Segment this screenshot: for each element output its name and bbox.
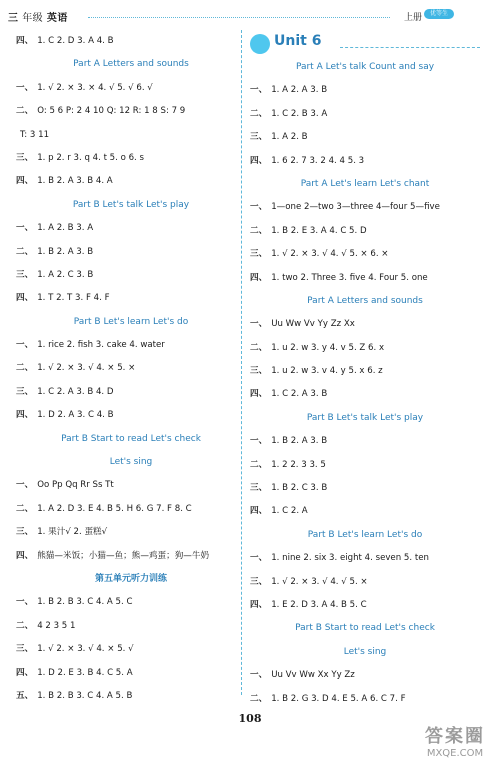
question-number: 四、 xyxy=(16,36,34,46)
answer-line xyxy=(250,500,480,523)
section-heading: Part B Start to read Let's check xyxy=(295,623,435,634)
question-number: 二、 xyxy=(250,459,268,470)
question-number: 一、 xyxy=(16,223,34,234)
question-number: 二、 xyxy=(250,225,268,236)
answer-line xyxy=(250,664,480,687)
answer-text: 1. B 2. A 3. B xyxy=(271,436,328,447)
answer-line xyxy=(16,170,246,193)
question-number: 一、 xyxy=(250,553,268,564)
section-heading: 第五单元听力训练 xyxy=(94,573,167,584)
question-number: 二、 xyxy=(16,503,34,514)
answer-line xyxy=(16,521,246,544)
answer-text: 1. √ 2. × 3. √ 4. × 5. √ xyxy=(37,644,134,655)
answer-line xyxy=(16,217,246,240)
answer-text: 1. B 2. B 3. C 4. A 5. C xyxy=(37,597,133,608)
section-heading: Part B Let's talk Let's play xyxy=(72,199,190,210)
grade-label xyxy=(8,9,68,24)
section-heading: Part A Letters and sounds xyxy=(73,59,189,70)
question-number: 三、 xyxy=(16,152,34,163)
answer-text: 1. C 2. A 3. B 4. D xyxy=(37,386,114,397)
answer-text: 1. B 2. A 3. B xyxy=(37,246,94,257)
question-number: 四、 xyxy=(16,410,34,421)
answer-text: 1. A 2. B xyxy=(271,132,308,143)
answer-text: Oo Pp Qq Rr Ss Tt xyxy=(37,480,114,491)
answer-line xyxy=(16,124,246,147)
question-number: 四、 xyxy=(250,599,268,610)
question-number: 一、 xyxy=(250,319,268,330)
answer-text: 1. A 2. D 3. E 4. B 5. H 6. G 7. F 8. C xyxy=(37,503,192,514)
question-number: 一、 xyxy=(16,480,34,491)
unit-rule xyxy=(340,47,480,48)
question-number: 三、 xyxy=(16,386,34,397)
answer-text: 1—one 2—two 3—three 4—four 5—five xyxy=(271,202,440,213)
answer-text: 1. C 2. B 3. A xyxy=(271,108,328,119)
question-number: 三、 xyxy=(16,269,34,280)
grade-number: 三 xyxy=(8,13,19,24)
answer-line xyxy=(16,474,246,497)
answer-line xyxy=(16,287,246,310)
answer-line xyxy=(250,430,480,453)
question-number: 四、 xyxy=(16,667,34,678)
series-badge: 优等生 xyxy=(424,9,454,19)
section-heading: Let's sing xyxy=(343,646,387,657)
answer-text: 1. p 2. r 3. q 4. t 5. o 6. s xyxy=(37,152,144,163)
question-number: 三、 xyxy=(16,527,34,538)
unit-title: Unit 6 xyxy=(274,33,322,49)
section-heading: Part A Letters and sounds xyxy=(307,295,423,306)
answer-text: 1. 果汁√ 2. 蛋糕√ xyxy=(37,527,108,538)
answer-line xyxy=(16,381,246,404)
question-number: 一、 xyxy=(250,436,268,447)
answer-text: 1. B 2. B 3. C 4. A 5. B xyxy=(37,690,133,701)
answer-line xyxy=(16,100,246,123)
section-heading: Let's sing xyxy=(109,457,153,468)
answer-line xyxy=(16,662,246,685)
question-number: 四、 xyxy=(250,155,268,166)
watermark-bottom: MXQE.COM xyxy=(426,748,484,759)
column-divider xyxy=(241,30,242,695)
answer-line xyxy=(250,126,480,149)
answer-line xyxy=(16,404,246,427)
answer-text: 1. A 2. C 3. B xyxy=(37,269,94,280)
section-heading: Part B Let's talk Let's play xyxy=(306,412,424,423)
answer-text: T: 3 11 xyxy=(20,129,50,140)
question-number: 二、 xyxy=(16,246,34,257)
answer-text: 1. B 2. A 3. B 4. A xyxy=(37,176,113,187)
left-column xyxy=(16,30,246,708)
answer-line xyxy=(250,454,480,477)
question-number: 一、 xyxy=(250,85,268,96)
answer-text: 1. B 2. E 3. A 4. C 5. D xyxy=(271,225,367,236)
page-header xyxy=(0,0,500,28)
question-number: 二、 xyxy=(250,342,268,353)
answer-text: 1. E 2. D 3. A 4. B 5. C xyxy=(271,599,367,610)
answer-text: 1. u 2. w 3. y 4. v 5. Z 6. x xyxy=(271,342,385,353)
question-number: 一、 xyxy=(16,340,34,351)
answer-line xyxy=(250,547,480,570)
subject-label: 英语 xyxy=(46,13,68,24)
question-number: 三、 xyxy=(250,483,268,494)
header-rule xyxy=(88,17,390,18)
answer-text: 1. B 2. C 3. B xyxy=(271,483,328,494)
answer-text: 1. √ 2. × 3. √ 4. √ 5. × 6. × xyxy=(271,249,389,260)
question-number: 五、 xyxy=(16,690,34,701)
question-number: 一、 xyxy=(250,670,268,681)
question-number: 三、 xyxy=(250,132,268,143)
section-heading: Part B Let's learn Let's do xyxy=(307,529,423,540)
answer-line xyxy=(250,220,480,243)
answer-line xyxy=(16,545,246,568)
answer-text: 4 2 3 5 1 xyxy=(37,620,76,631)
answer-line xyxy=(16,357,246,380)
question-number: 二、 xyxy=(250,108,268,119)
answer-line xyxy=(16,638,246,661)
answer-line xyxy=(16,241,246,264)
answer-text: 1. C 2. A xyxy=(271,506,308,517)
answer-line xyxy=(250,103,480,126)
question-number: 二、 xyxy=(250,693,268,704)
answer-text: 1. rice 2. fish 3. cake 4. water xyxy=(37,340,165,351)
section-heading: Part A Let's learn Let's chant xyxy=(300,178,430,189)
question-number: 一、 xyxy=(16,82,34,93)
answer-line xyxy=(250,79,480,102)
answer-text: 1. B 2. G 3. D 4. E 5. A 6. C 7. F xyxy=(271,693,406,704)
answer-line xyxy=(250,337,480,360)
answer-text: 1. A 2. A 3. B xyxy=(271,85,328,96)
question-number: 二、 xyxy=(16,363,34,374)
answer-text: Uu Vv Ww Xx Yy Zz xyxy=(271,670,355,681)
grade-word: 年级 xyxy=(22,13,44,24)
answer-line xyxy=(250,196,480,219)
question-number: 三、 xyxy=(250,366,268,377)
answer-text: 1. T 2. T 3. F 4. F xyxy=(37,293,110,304)
answer-text: 1. 2 2. 3 3. 5 xyxy=(271,459,326,470)
answer-text: 1. C 2. A 3. B xyxy=(271,389,328,400)
answer-line xyxy=(250,688,480,711)
answer-text: 1. 6 2. 7 3. 2 4. 4 5. 3 xyxy=(271,155,365,166)
answer-line xyxy=(16,334,246,357)
section-heading: Part B Start to read Let's check xyxy=(61,433,201,444)
answer-text: 1. √ 2. × 3. × 4. √ 5. √ 6. √ xyxy=(37,82,153,93)
answer-text: Uu Ww Vv Yy Zz Xx xyxy=(271,319,355,330)
answer-line xyxy=(16,591,246,614)
answer-text: 1. C 2. D 3. A 4. B xyxy=(37,36,114,46)
watermark-top: 答案圈 xyxy=(425,726,485,747)
answer-line xyxy=(16,147,246,170)
answer-text: 1. nine 2. six 3. eight 4. seven 5. ten xyxy=(271,553,429,564)
question-number: 四、 xyxy=(250,389,268,400)
right-column-content xyxy=(250,56,480,711)
section-heading: Part B Let's learn Let's do xyxy=(73,316,189,327)
answer-line xyxy=(16,77,246,100)
answer-line xyxy=(250,571,480,594)
answer-text: 1. √ 2. × 3. √ 4. √ 5. × xyxy=(271,576,368,587)
answer-text: 1. D 2. E 3. B 4. C 5. A xyxy=(37,667,133,678)
answer-text: 1. u 2. w 3. v 4. y 5. x 6. z xyxy=(271,366,383,377)
answer-text: 1. two 2. Three 3. five 4. Four 5. one xyxy=(271,272,428,283)
answer-line xyxy=(16,685,246,708)
page-number: 108 xyxy=(238,712,262,725)
answer-text: 1. D 2. A 3. C 4. B xyxy=(37,410,114,421)
question-number: 二、 xyxy=(16,106,34,117)
answer-line xyxy=(250,150,480,173)
question-number: 二、 xyxy=(16,620,34,631)
question-number: 三、 xyxy=(250,576,268,587)
question-number: 一、 xyxy=(16,597,34,608)
question-number: 三、 xyxy=(250,249,268,260)
question-number: 三、 xyxy=(16,644,34,655)
answer-line xyxy=(250,267,480,290)
question-number: 一、 xyxy=(250,202,268,213)
answer-line xyxy=(16,498,246,521)
unit-circle-icon xyxy=(250,34,270,54)
volume-label: 上册 xyxy=(403,13,422,23)
answer-line xyxy=(250,477,480,500)
answer-line xyxy=(250,383,480,406)
answer-text: O: 5 6 P: 2 4 10 Q: 12 R: 1 8 S: 7 9 xyxy=(37,106,186,117)
unit-heading xyxy=(250,30,480,56)
watermark-logo xyxy=(416,722,494,758)
answer-line xyxy=(250,360,480,383)
answer-line xyxy=(250,594,480,617)
answer-line xyxy=(16,30,246,53)
answer-text: 1. √ 2. × 3. √ 4. × 5. × xyxy=(37,363,136,374)
answer-line xyxy=(16,615,246,638)
question-number: 四、 xyxy=(250,272,268,283)
answer-line xyxy=(16,264,246,287)
question-number: 四、 xyxy=(16,176,34,187)
answer-text: 熊猫—米饭；小猫—鱼；熊—鸡蛋；狗—牛奶 xyxy=(37,550,210,561)
question-number: 四、 xyxy=(16,293,34,304)
right-column xyxy=(250,30,480,711)
answer-line xyxy=(250,243,480,266)
answer-line xyxy=(250,313,480,336)
question-number: 四、 xyxy=(16,550,34,561)
answer-text: 1. A 2. B 3. A xyxy=(37,223,94,234)
question-number: 四、 xyxy=(250,506,268,517)
section-heading: Part A Let's talk Count and say xyxy=(295,62,435,72)
